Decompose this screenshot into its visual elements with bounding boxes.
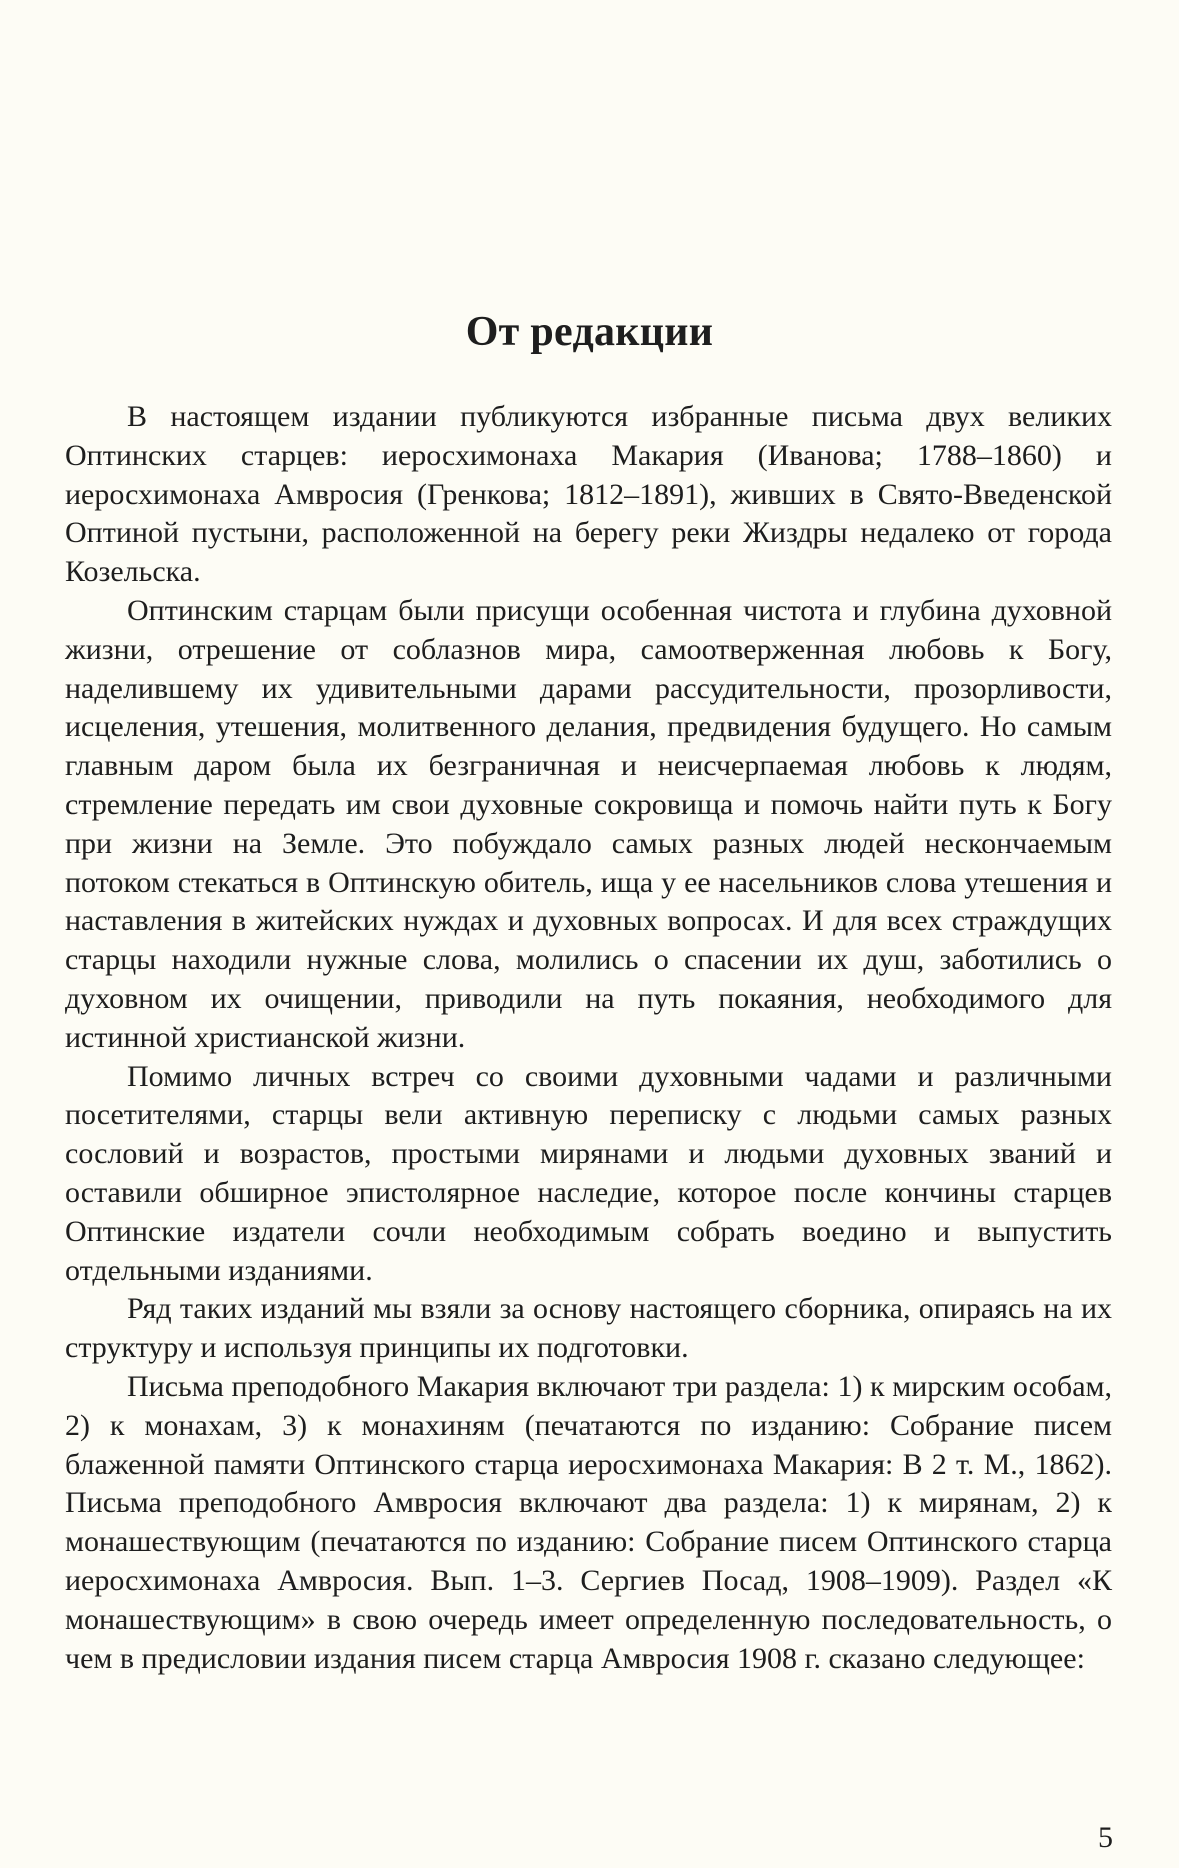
paragraph-5: Письма преподобного Макария включают три раздела: 1) к мирским особам, 2) к монахам, 3) к монахиням (печатаются по изданию: Собрание писем блаженной памяти Оптинского старца иеросхимонаха Макария: В 2 т. М., 1862). Письма преподобного Амвросия включают два раздела: 1) к мирянам, 2) к монашествующим (печатаются по изданию: Собрание писем Оптинского старца иеросхимонаха Амвросия. Вып. 1–3. Сергиев Посад, 1908–1909). Раздел «К монашествующим» в свою очередь имеет определенную последовательность, о чем в предисловии издания писем старца Амвросия 1908 г. сказано следующее:: [65, 1369, 1112, 1675]
paragraph-4: Ряд таких изданий мы взяли за основу настоящего сборника, опираясь на их структуру и используя принципы их подготовки.: [65, 1292, 1112, 1365]
paragraph-2: Оптинским старцам были присущи особенная чистота и глубина духовной жизни, отрешение от соблазнов мира, самоотверженная любовь к Богу, наделившему их удивительными дарами рассудительности, прозорливости, исцеления, утешения, молитвенного делания, предвидения будущего. Но самым главным даром была их безграничная и неисчерпаемая любовь к людям, стремление передать им свои духовные сокровища и помочь найти путь к Богу при жизни на Земле. Это побуждало самых разных людей нескончаемым потоком стекаться в Оптинскую обитель, ища у ее насельников слова утешения и наставления в житейских нуждах и духовных вопросах. И для всех страждущих старцы находили нужные слова, молились о спасении их душ, заботились о духовном их очищении, приводили на путь покаяния, необходимого для истинной христианской жизни.: [65, 593, 1112, 1054]
body-text: [65, 398, 1112, 1678]
paragraph-1: В настоящем издании публикуются избранные письма двух великих Оптинских старцев: иеросхимонаха Макария (Иванова; 1788–1860) и иеросхимонаха Амвросия (Гренкова; 1812–1891), живших в Свято-Введенской Оптиной пустыни, расположенной на берегу реки Жиздры недалеко от города Козельска.: [65, 400, 1112, 589]
page-number: 5: [1098, 1821, 1113, 1854]
paragraph-3: Помимо личных встреч со своими духовными чадами и различными посетителями, старцы вели активную переписку с людьми самых разных сословий и возрастов, простыми мирянами и людьми духовных званий и оставили обширное эпистолярное наследие, которое после кончины старцев Оптинские издатели сочли необходимым собрать воедино и выпустить отдельными изданиями.: [65, 1059, 1112, 1287]
section-heading: От редакции: [465, 309, 714, 355]
